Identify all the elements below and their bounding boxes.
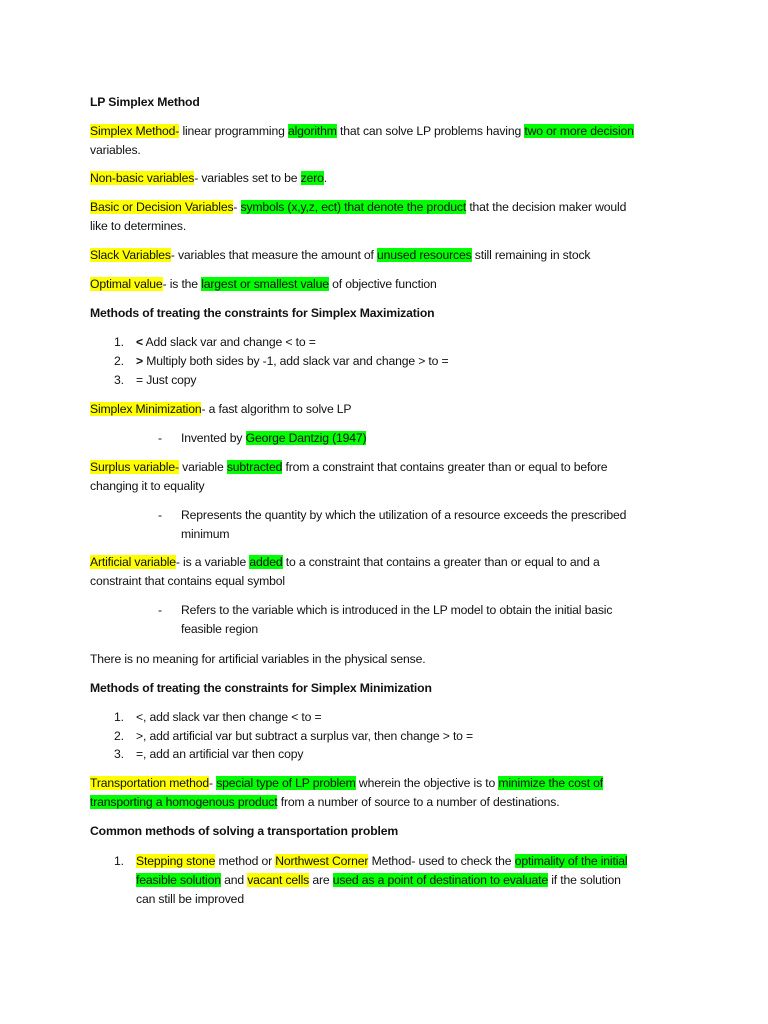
list-number: 3. <box>114 373 124 387</box>
def-artificial <box>90 553 690 591</box>
key-highlight: optimality of the initial <box>514 854 628 868</box>
common-heading: Common methods of solving a transportation problem <box>90 824 399 838</box>
def-text: constraint that contains equal symbol <box>90 574 285 588</box>
note-body: Refers to the variable which is introduced in the LP model to obtain the initial basic <box>181 603 613 617</box>
min-heading: Methods of treating the constraints for Simplex Minimization <box>90 681 432 695</box>
list-body: = Just copy <box>136 373 197 387</box>
page-title: LP Simplex Method <box>90 95 200 109</box>
def-text: variable <box>178 460 227 474</box>
list-number: 1. <box>114 854 124 868</box>
term-highlight: Simplex Method- <box>90 124 180 138</box>
note-body: Represents the quantity by which the utilization of a resource exceeds the prescribed <box>181 508 627 522</box>
def-optimal <box>90 275 690 294</box>
def-text: - <box>233 200 241 214</box>
def-text: linear programming <box>179 124 288 138</box>
note-body: Invented by <box>181 431 246 445</box>
def-text: wherein the objective is to <box>355 776 499 790</box>
term-highlight: Simplex Minimization <box>90 402 202 416</box>
list-text: >, add artificial var but subtract a surplus var, then change > to = <box>136 729 474 743</box>
def-text: - variables set to be <box>194 171 301 185</box>
def-text: like to determines. <box>90 219 187 233</box>
key-highlight: symbols (x,y,z, ect) that denote the product <box>240 200 467 214</box>
def-text: changing it to equality <box>90 479 205 493</box>
list-body: Method- used to check the <box>368 854 515 868</box>
def-transportation <box>90 774 690 812</box>
note-text <box>181 506 681 544</box>
list-text <box>136 371 696 390</box>
list-body: are <box>309 873 333 887</box>
def-non-basic <box>90 169 690 188</box>
key-highlight: largest or smallest value <box>201 277 329 291</box>
list-body: Multiply both sides by -1, add slack var and change > to = <box>142 354 449 368</box>
term-highlight: Northwest Corner <box>275 854 369 868</box>
list-text: <, add slack var then change < to = <box>136 710 322 724</box>
list-body: can still be improved <box>136 892 244 906</box>
key-highlight: transporting a homogenous product <box>90 795 278 809</box>
list-text <box>136 352 696 371</box>
def-text: - <box>209 776 217 790</box>
max-heading: Methods of treating the constraints for Simplex Maximization <box>90 306 435 320</box>
list-text: =, add an artificial var then copy <box>136 747 304 761</box>
key-highlight: two or more decision <box>524 124 634 138</box>
key-highlight: added <box>249 555 283 569</box>
term-highlight: Basic or Decision Variables <box>90 200 234 214</box>
key-highlight: zero <box>300 171 324 185</box>
key-highlight: unused resources <box>377 248 472 262</box>
def-text: from a number of source to a number of destinations. <box>277 795 560 809</box>
list-body: Add slack var and change < to = <box>142 335 316 349</box>
term-highlight: Non-basic variables <box>90 171 195 185</box>
key-highlight: minimize the cost of <box>498 776 604 790</box>
list-symbol: > <box>136 354 143 368</box>
def-text: - variables that measure the amount of <box>170 248 378 262</box>
def-text: - a fast algorithm to solve LP <box>201 402 352 416</box>
list-number: 3. <box>114 747 124 761</box>
def-text: - is a variable <box>175 555 250 569</box>
def-text: from a constraint that contains greater than or equal to before <box>282 460 608 474</box>
def-text: that can solve LP problems having <box>336 124 525 138</box>
list-number: 1. <box>114 335 124 349</box>
term-highlight: Transportation method <box>90 776 210 790</box>
term-highlight: Surplus variable- <box>90 460 179 474</box>
def-text: variables. <box>90 143 141 157</box>
key-highlight: George Dantzig (1947) <box>245 431 367 445</box>
def-text: of objective function <box>328 277 437 291</box>
note-text <box>181 601 681 639</box>
def-simplex-method <box>90 122 690 160</box>
def-text: to a constraint that contains a greater than or equal to and a <box>282 555 600 569</box>
def-simplex-min <box>90 400 690 419</box>
list-symbol: < <box>136 335 143 349</box>
def-text: still remaining in stock <box>471 248 591 262</box>
term-highlight: Artificial variable <box>90 555 176 569</box>
note-body: minimum <box>181 527 230 541</box>
dash-bullet: - <box>158 431 162 445</box>
def-text: . <box>323 171 327 185</box>
def-text: that the decision maker would <box>466 200 627 214</box>
list-body: and <box>220 873 248 887</box>
term-highlight: vacant cells <box>247 873 310 887</box>
list-number: 2. <box>114 354 124 368</box>
list-text <box>136 852 696 909</box>
key-highlight: feasible solution <box>136 873 221 887</box>
list-body: method or <box>215 854 276 868</box>
list-number: 2. <box>114 729 124 743</box>
note-body: feasible region <box>181 622 259 636</box>
list-text <box>136 333 696 352</box>
term-highlight: Slack Variables <box>90 248 171 262</box>
def-text: - is the <box>162 277 202 291</box>
dash-bullet: - <box>158 603 162 617</box>
def-basic <box>90 198 690 236</box>
list-number: 1. <box>114 710 124 724</box>
key-highlight: subtracted <box>226 460 283 474</box>
term-highlight: Optimal value <box>90 277 163 291</box>
key-highlight: used as a point of destination to evaluate <box>332 873 548 887</box>
list-body: if the solution <box>548 873 621 887</box>
def-slack <box>90 246 690 265</box>
def-surplus <box>90 458 690 496</box>
dash-bullet: - <box>158 508 162 522</box>
note-text <box>181 429 681 448</box>
key-highlight: algorithm <box>287 124 337 138</box>
key-highlight: special type of LP problem <box>216 776 356 790</box>
no-meaning-text: There is no meaning for artificial variables in the physical sense. <box>90 652 426 666</box>
term-highlight: Stepping stone <box>136 854 216 868</box>
